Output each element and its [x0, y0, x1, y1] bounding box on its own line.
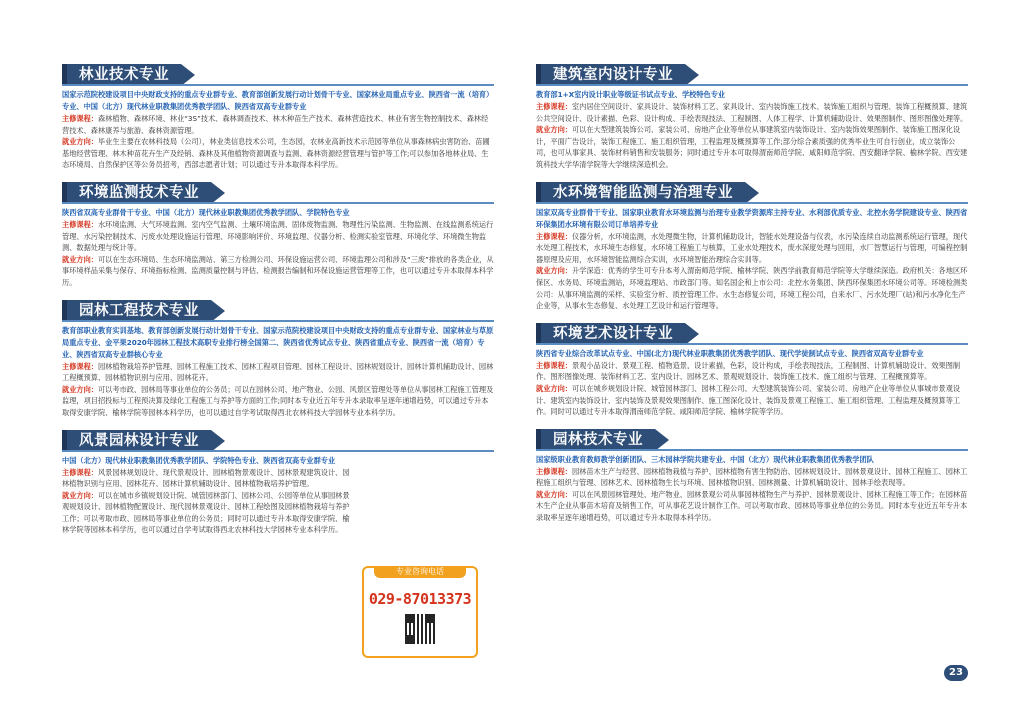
career-label: 就业方向： [536, 489, 572, 499]
section-interior-design [536, 64, 968, 171]
page-number: 23 [944, 665, 968, 681]
header-rule [536, 343, 968, 345]
career-label: 就业方向： [62, 490, 98, 500]
qr-code-icon [405, 614, 435, 644]
career-text: 毕业生主要在农林科技局（公司），林业类信息技术公司，生态园，农林业高新技术示范园等单位从事森林病虫害防治、苗圃基地经营管理、林木种苗花卉生产及经销、森林及其他植物资源调查与监测、森林资源经营管理与管护等工作;可以参加各地林业局、生态环境局、自然保护区等公务员招考，西部志愿者计划；可以通过专升本取得本科学历。 [62, 137, 490, 170]
career-paragraph [62, 254, 494, 289]
section-header [62, 300, 494, 322]
section-honors: 中国（北方）现代林业职教集团优秀教学团队、学院特色专业、陕西省双高专业群专业 [62, 455, 336, 465]
section-honors: 教育部1+X室内设计职业等级证书试点专业、学校特色专业 [536, 90, 726, 99]
courses-paragraph [536, 360, 968, 383]
left-column [62, 64, 494, 547]
career-label: 就业方向： [62, 137, 98, 147]
career-paragraph [62, 384, 494, 419]
career-paragraph [536, 489, 968, 524]
section-title: 园林工程技术专业 [62, 300, 211, 322]
section-env-monitoring [62, 182, 494, 289]
courses-paragraph [536, 101, 968, 124]
courses-label: 主修课程： [536, 231, 572, 241]
courses-label: 主修课程： [536, 102, 572, 111]
consultation-hotline-box [362, 566, 478, 658]
section-title: 环境艺术设计专业 [536, 323, 685, 345]
courses-text: 风景园林规划设计、现代景观设计、园林植物景观设计、园林景观建筑设计、园林植物识别与应用、园林花卉、园林计算机辅助设计、园林植物栽培养护管理。 [62, 467, 350, 489]
hotline-phone: 029-87013373 [368, 590, 472, 608]
courses-label: 主修课程： [62, 114, 98, 123]
section-header [536, 64, 968, 86]
section-honors: 国家示范院校建设项目中央财政支持的重点专业群专业、教育部创新发展行动计划骨干专业、国家林业局重点专业、陕西省一流（培育）专业、中国（北方）现代林业职教集团优秀教学团队、陕西省双高专业群专业 [62, 90, 494, 111]
section-header [62, 430, 494, 452]
section-header [62, 182, 494, 204]
career-paragraph [62, 136, 494, 171]
section-title: 建筑室内设计专业 [536, 64, 685, 86]
section-landscape-design [62, 430, 494, 537]
courses-paragraph [62, 219, 494, 254]
header-rule [62, 84, 494, 86]
courses-text: 室内居住空间设计、家具设计、装饰材料工艺、家具设计、室内装饰施工技术、装饰施工组织与管理、装饰工程概预算、建筑公共空间设计、设计素描、色彩、设计构成、手绘表现技法、工程制图、人体工程学、计算机辅助设计、效果图制作、图形图像处理等。 [536, 102, 968, 123]
header-rule [536, 84, 968, 86]
section-water-monitoring [536, 182, 968, 312]
header-rule [536, 202, 968, 204]
section-honors: 国家双高专业群骨干专业、国家职业教育水环境监测与治理专业教学资源库主持专业、水利部优质专业、北控水务学院建设专业、陕西省环保集团水环境有限公司订单培养专业 [536, 207, 968, 229]
career-text: 可以在生态环境局、生态环境监测站、第三方检测公司、环保设施运营公司、环境监理公司和涉及“三废”排放的各类企业，从事环境样品采集与保存、环境指标检测、监测质量控制与评估、检测报告编制和环保设施运营管理等工作，也可以通过专升本取得本科学历。 [62, 254, 494, 287]
courses-paragraph [62, 113, 494, 136]
section-honors: 陕西省双高专业群骨干专业、中国（北方）现代林业职教集团优秀教学团队、学院特色专业 [62, 207, 350, 217]
career-paragraph [536, 124, 968, 170]
courses-label: 主修课程： [62, 219, 98, 229]
section-title: 林业技术专业 [62, 64, 181, 86]
right-column [536, 64, 968, 535]
section-honors: 教育部职业教育实训基地、教育部创新发展行动计划骨干专业、国家示范院校建设项目中央财政支持的重点专业群专业、国家林业与草原局重点专业、金平果2020年园林工程技术高职专业排行榜全国第二、陕西省优秀试点专业、陕西省重点专业、陕西省一流（培育）专业、陕西省双高专业群核心专业 [62, 325, 494, 359]
section-title: 风景园林设计专业 [62, 430, 211, 452]
career-paragraph [536, 383, 968, 418]
section-title: 水环境智能监测与治理专业 [536, 182, 745, 204]
career-text: 可以在风景园林管理处、地产物业、园林景观公司从事园林植物生产与养护、园林景观设计、园林工程施工等工作；在园林苗木生产企业从事苗木培育及销售工作，可从事花艺设计制作工作。可以考取市政、园林局等事业单位的公务员。同时本专业近五年专升本录取率呈逐年递增趋势，可以通过专升本取得本科学历。 [536, 489, 968, 523]
courses-text: 仪器分析，水环境监测，水处理微生物，计算机辅助设计，智能水处理设备与仪表，水污染连续自动监测系统运行管理，现代水处理工程技术，水环境生态修复，水环境工程施工与核算，工业水处理技术，废水深度处理与回用，水厂智慧运行与管理，可编程控制器原理及应用，水环境智能监测综合实训，水环境智能治理综合实训等。 [536, 231, 968, 264]
courses-label: 主修课程： [536, 360, 572, 370]
career-label: 就业方向： [536, 125, 572, 135]
section-header [536, 323, 968, 345]
section-header [536, 182, 968, 204]
career-label: 就业方向： [62, 384, 98, 394]
courses-paragraph [62, 361, 494, 384]
career-label: 就业方向： [536, 383, 572, 393]
courses-paragraph [536, 466, 968, 489]
career-text: 可以在大型建筑装饰公司、家装公司、房地产企业等单位从事建筑室内装饰设计、室内装饰效果图制作、装饰施工图深化设计，平面广告设计，装饰工程施工、施工组织管理，工程监理及概预算等工作;部分综合素质强的优秀毕业生可自行创业，成立装饰公司，也可从事家具、装饰材料销售和安装服务；同时通过专升本可取得渭南师范学院、咸阳师范学院、西安翻译学院、榆林学院、西安建筑科技大学华清学院等大学继续深造机会。 [536, 125, 968, 169]
section-honors: 国家级职业教育教师教学创新团队、三木园林学院共建专业、中国（北方）现代林业职教集团优秀教学团队 [536, 454, 874, 464]
courses-text: 森林植物、森林环境、林业“3S”技术、森林调查技术、林木种苗生产技术、森林营造技术、林业有害生物控制技术、森林经营技术、森林康养与旅游、森林资源管理。 [62, 114, 489, 135]
courses-label: 主修课程： [62, 361, 98, 371]
courses-paragraph [536, 231, 968, 266]
header-rule [62, 320, 494, 322]
career-text: 可以考市政、园林局等事业单位的公务员；可以在园林公司、地产物业、公园、风景区管理处等单位从事园林工程施工管理及监理，项目招投标与工程预决算及绿化工程施工与养护等方面的工作;同时本专业近五年专升本录取率呈逐年递增趋势，可以通过专升本取得安康学院、榆林学院等园林本科学历，也可以通过自学考试取得西北农林科技大学园林专业本科学历。 [62, 384, 494, 417]
courses-paragraph [62, 467, 352, 490]
career-paragraph [62, 490, 352, 536]
courses-text: 水环境监测、大气环境监测、室内空气监测、土壤环境监测、固体废物监测、物理性污染监测、生物监测、在线监测系统运行管理、水污染控制技术、污废水处理设施运行管理、环境影响评价、环境监理、仪器分析、检测实验室管理、环境化学、环境微生物监测、数据处理与统计等。 [62, 219, 494, 253]
career-text: 可以在城乡规划设计院、城管园林部门、园林工程公司、大型建筑装饰公司、家装公司、房地产企业等单位从事城市景观设计、建筑室内装饰设计、室内装饰及景观效果图制作、施工图深化设计、装饰及景观工程施工、施工组织管理、工程监理及概预算等工作。同时可以通过专升本取得渭南师范学院、咸阳师范学院、榆林学院等学历。 [536, 383, 961, 417]
courses-label: 主修课程： [536, 466, 572, 476]
section-title: 园林技术专业 [536, 429, 655, 451]
courses-text: 景观小品设计、景观工程、植物造景，设计素描，色彩，设计构成，手绘表现技法，工程制图、计算机辅助设计、效果图制作、图形图像处理、装饰材料工艺、室内设计、园林艺术、景观规划设计、装饰施工技术、施工组织与管理、工程概预算等。 [536, 360, 961, 382]
section-header [536, 429, 968, 451]
career-label: 就业方向： [62, 254, 98, 264]
section-garden-tech [536, 429, 968, 524]
career-text: 可以在城市乡镇规划设计院、城管园林部门、园林公司、公园等单位从事园林景观规划设计、园林植物配置设计、现代园林景观设计、园林工程绘图及园林植物栽培与养护工作；可以考取市政、园林局等事业单位的公务员；同时可以通过专升本取得安康学院、榆林学院等园林本科学历，也可以通过自学考试取得西北农林科技大学园林专业本科学历。 [62, 490, 350, 535]
section-env-art-design [536, 323, 968, 418]
section-forestry-tech [62, 64, 494, 171]
courses-label: 主修课程： [62, 467, 98, 477]
career-text: 升学深造：优秀的学生可专升本考入渭南师范学院、榆林学院、陕西学前教育师范学院等大学继续深造。政府机关：各地区环保区、水务局、环境监测站，环境监理站、市政部门等。知名国企和上市公司：北控水务集团、陕西环保集团水环境公司等。环境检测类公司：从事环境监测的采样、实验室分析、质控管理工作。水生态修复公司，环境工程公司，自来水厂、污水处理厂(站)和污水净化生产企业等，从事水生态修复、水处理工艺设计和运行管理等。 [536, 266, 968, 311]
courses-text: 园林植物栽培养护管理、园林工程施工技术、园林工程项目管理、园林工程设计、园林规划设计、园林计算机辅助设计、园林工程概预算、园林植物识别与应用、园林花卉。 [62, 361, 494, 383]
career-paragraph [536, 265, 968, 311]
courses-text: 园林苗木生产与经营、园林植物栽植与养护、园林植物有害生物防治、园林规划设计、园林景观设计、园林工程施工、园林工程施工组织与管理、园林艺术、园林植物生长与环境、园林植物识别、园林测量、计算机辅助设计、园林手绘表现等。 [536, 466, 968, 488]
hotline-title: 专业咨询电话 [374, 566, 466, 578]
header-rule [62, 202, 494, 204]
section-header [62, 64, 494, 86]
section-landscape-engineering [62, 300, 494, 419]
career-label: 就业方向： [536, 266, 572, 276]
header-rule [62, 450, 494, 452]
header-rule [536, 449, 968, 451]
section-title: 环境监测技术专业 [62, 182, 211, 204]
section-honors: 陕西省专业综合改革试点专业、中国(北方)现代林业职教集团优秀教学团队、现代学徒制试点专业、陕西省双高专业群专业 [536, 348, 924, 358]
